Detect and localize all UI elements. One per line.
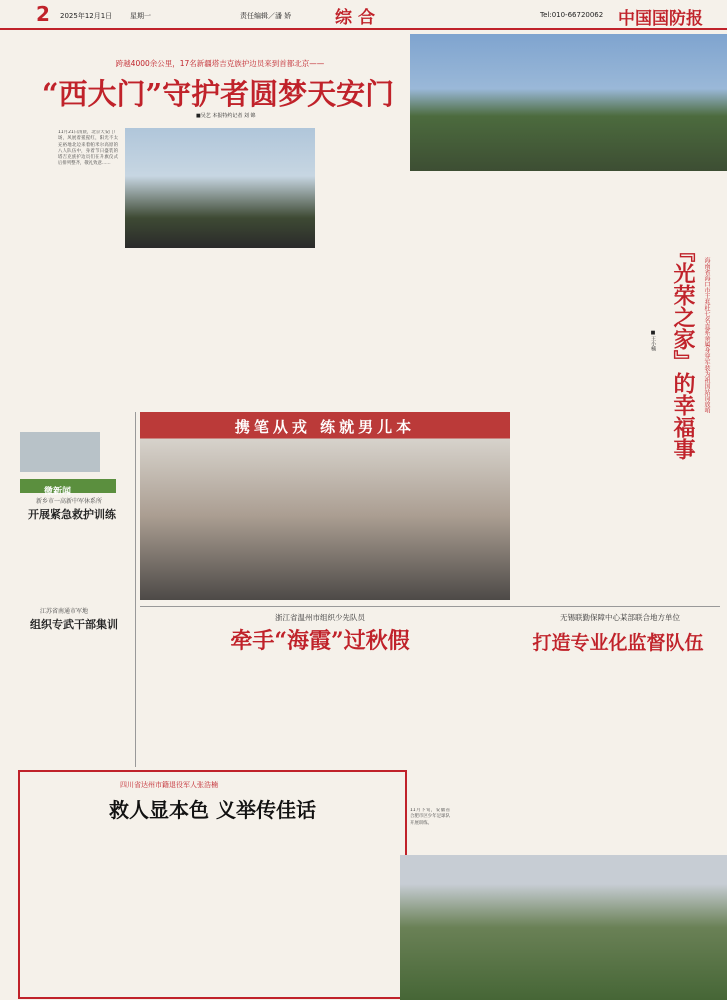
tiananmen-photo bbox=[410, 34, 727, 171]
tel-number: Tel:010-66720062 bbox=[540, 11, 604, 19]
brief1-body bbox=[20, 522, 128, 594]
right-mid-body bbox=[416, 660, 721, 850]
issue-weekday: 星期一 bbox=[130, 12, 151, 20]
brief2-lead: 江苏省南通市军地 bbox=[40, 608, 89, 615]
top-story-body-col2 bbox=[318, 128, 408, 248]
youth-football-photo bbox=[400, 855, 727, 1000]
brief1-lead: 新乡市一高新中军休系所 bbox=[36, 498, 103, 505]
right-story-vertical-lead: 海南省海口市王兆杜七名直系亲属身穿军装为祖国站岗放哨 bbox=[703, 257, 710, 413]
bottom-story-body bbox=[28, 826, 393, 991]
right-story-body bbox=[516, 180, 656, 390]
editor-credit: 责任编辑／潘 娇 bbox=[240, 12, 292, 20]
brief1-title: 开展紧急救护训练 bbox=[28, 508, 116, 521]
top-story-body-col3 bbox=[20, 265, 100, 430]
mid-story-title: 牵手“海霞”过秋假 bbox=[230, 628, 410, 654]
top-story-body-col5 bbox=[190, 265, 260, 295]
top-story-body-col4 bbox=[118, 265, 188, 295]
top-story-body: 11月21日清晨，北京天安门广场，风展着猩猩红，阳光不太充裕地北边来着帕米尔高原的八人队伍中，身着节日盛装的塔吉克族护边员们在升旗仪式后排列整齐，敬礼致意…… bbox=[58, 130, 118, 167]
page-number: 2 bbox=[36, 2, 50, 26]
top-story-byline: ■吴艺 本报特约记者 刘 锦 bbox=[196, 113, 256, 119]
top-story-lead: 跨越4000余公里，17名新疆塔吉克族护边员来到首都北京—— bbox=[115, 59, 325, 68]
masthead-logo: 中国国防报 bbox=[618, 9, 703, 29]
column-divider bbox=[135, 412, 136, 767]
mid-story-lead: 浙江省温州市组织少先队员 bbox=[275, 613, 365, 622]
bottom-story-box bbox=[18, 770, 407, 999]
right-story-author: ■王小楠 bbox=[650, 330, 656, 351]
bottom-story-lead: 四川省达州市籍退役军人张浩楠 bbox=[120, 781, 218, 789]
brief2-title: 组织专武干部集训 bbox=[30, 618, 118, 631]
row-divider bbox=[140, 606, 720, 607]
section-name: 综合 bbox=[335, 8, 381, 28]
recruits-training-photo bbox=[140, 412, 510, 600]
bottom-story-title: 救人显本色 义举传佳话 bbox=[109, 798, 316, 822]
right-mid-title: 打造专业化监督队伍 bbox=[532, 632, 704, 654]
right-story-body-col2 bbox=[590, 430, 700, 570]
right-mid-lead: 无锡联勤保障中心某部联合地方单位 bbox=[560, 613, 680, 622]
top-story-title: “西大门”守护者圆梦天安门 bbox=[41, 77, 395, 111]
issue-date: 2025年12月1日 bbox=[60, 12, 113, 20]
brief-side-photo bbox=[20, 432, 100, 472]
micro-news-banner bbox=[20, 479, 116, 497]
micro-news-label: 微新闻 bbox=[44, 487, 72, 497]
brief2-body bbox=[20, 632, 128, 772]
soldiers-group-photo bbox=[125, 128, 315, 248]
top-story-body-col6 bbox=[262, 265, 332, 295]
right-story-vertical-title: 『光荣之家』的幸福事 bbox=[670, 240, 696, 460]
bottom-photo-caption: 11月下旬，安徽省合肥市区少年足球队开展训练。 bbox=[410, 808, 450, 826]
photo-banner-text: 携笔从戎 练就男儿本 bbox=[234, 418, 416, 436]
page-header bbox=[0, 0, 727, 30]
